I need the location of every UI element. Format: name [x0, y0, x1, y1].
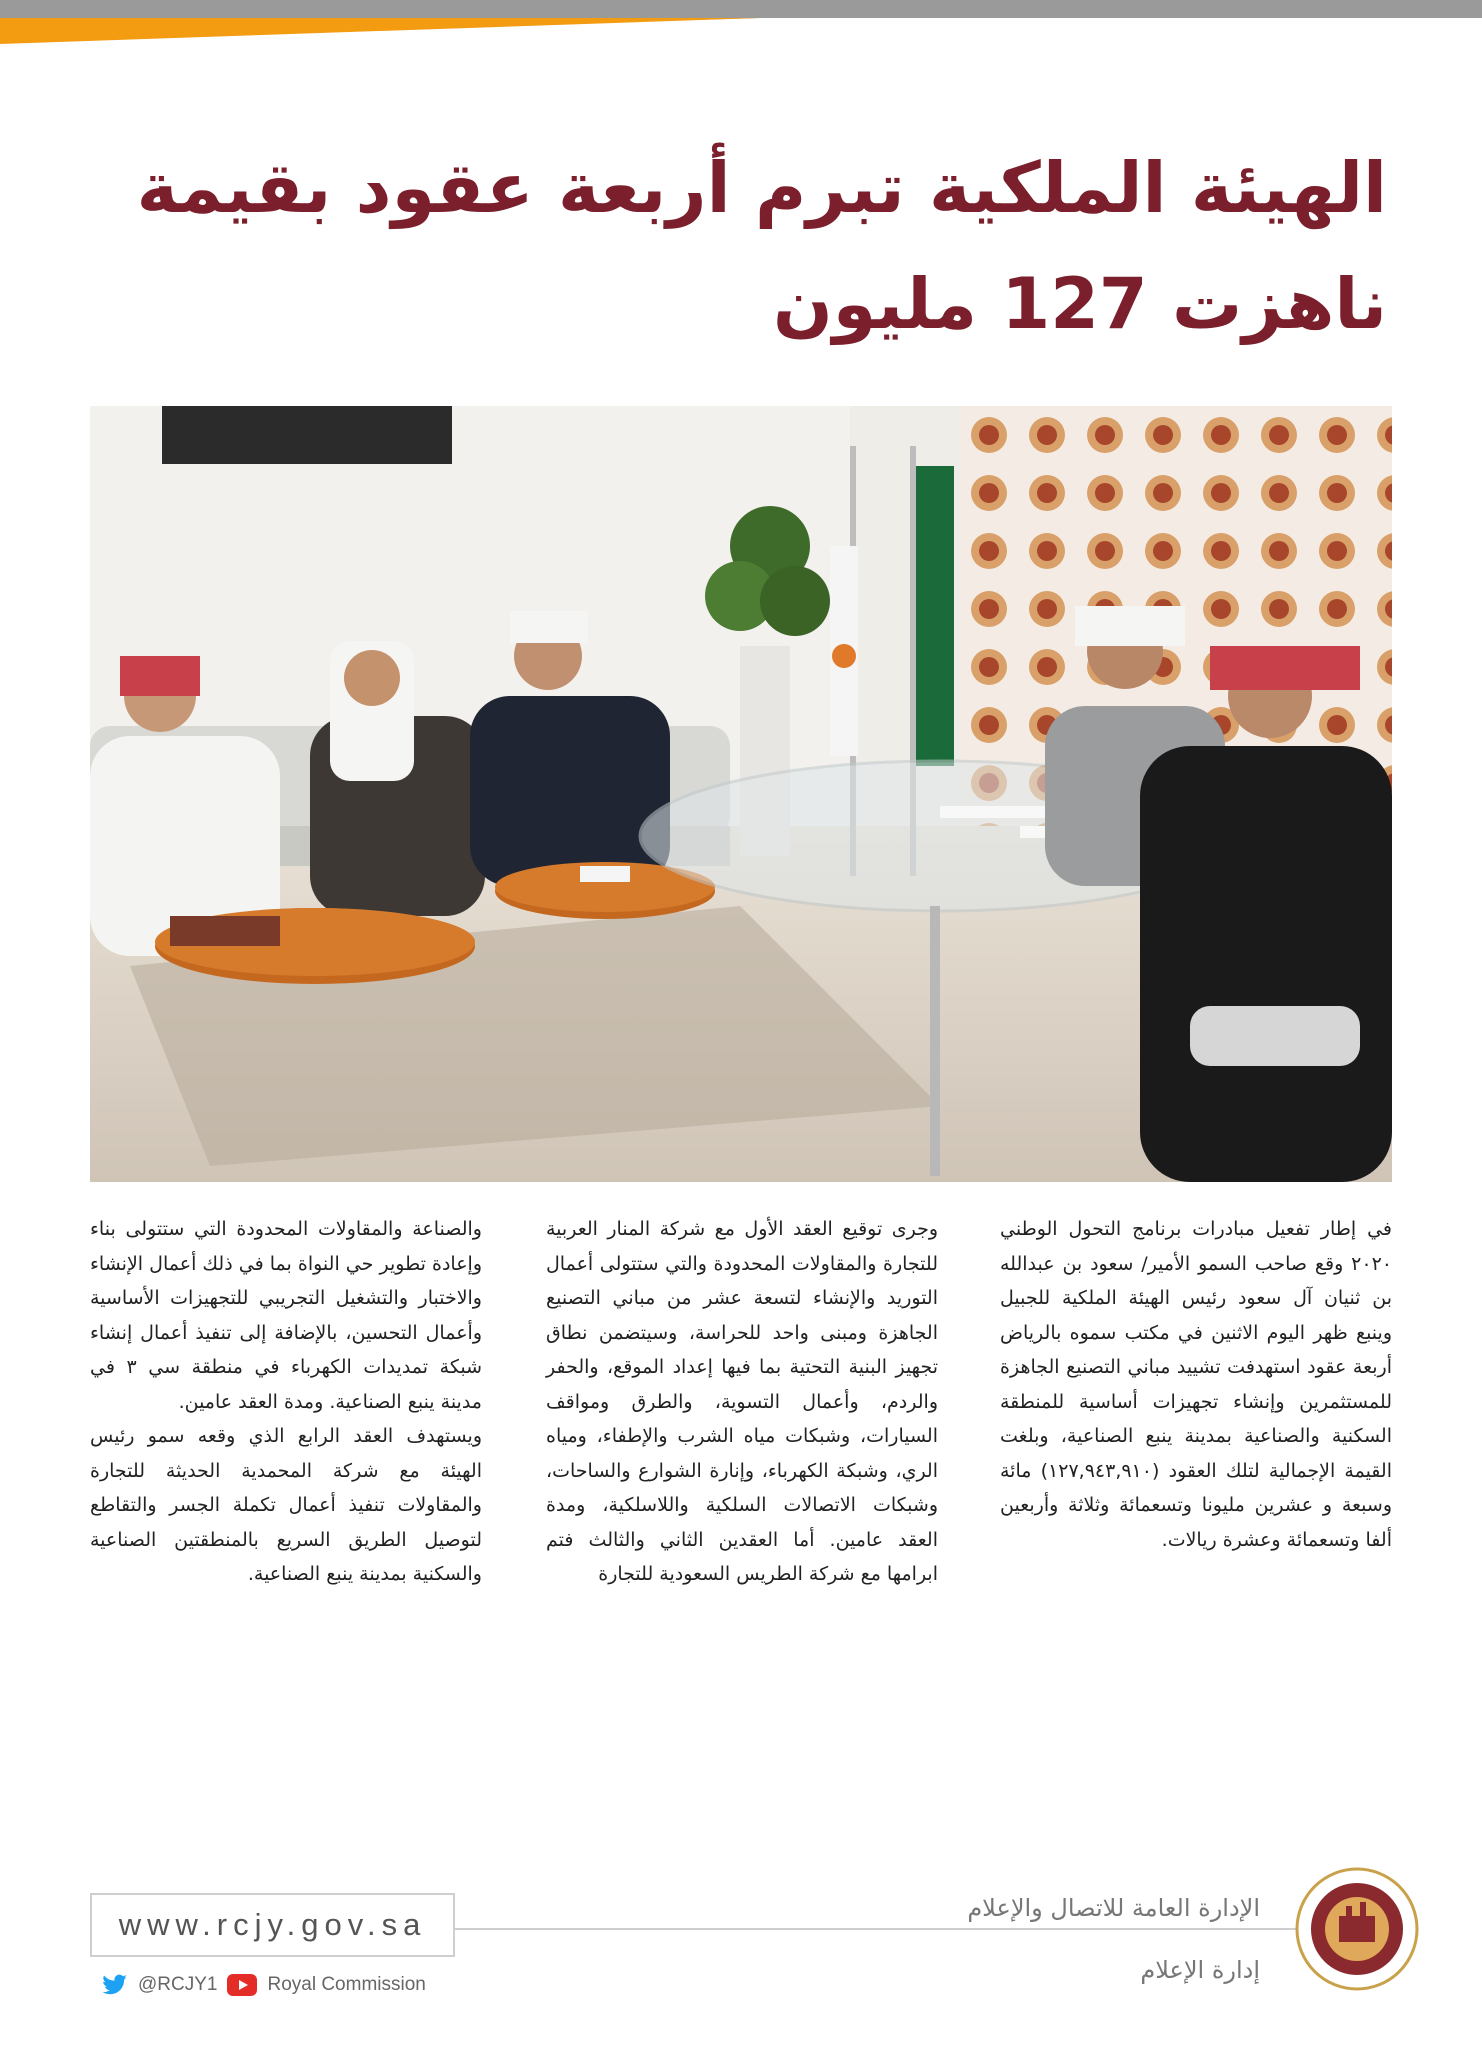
headline [136, 130, 1387, 362]
article-column-3 [90, 1212, 482, 1792]
article-paragraph: وجرى توقيع العقد الأول مع شركة المنار العربية للتجارة والمقاولات المحدودة والتي ستتولى أعمال التوريد والإنشاء لتسعة عشر من مباني التصنيع الجاهزة ومبنى واحد للحراسة، وسيتضمن نطاق تجهيز البنية التحتية بما فيها إعداد الموقع، والحفر والردم، وأعمال التسوية، والطرق ومواقف السيارات، وشبكات مياه الشرب والإطفاء، ومياه الري، وشبكة الكهرباء، وإنارة الشوارع والساحات، وشبكات الاتصالات السلكية واللاسلكية، ومدة العقد عامين. أما العقدين الثاني والثالث فتم ابرامها مع شركة الطريس السعودية للتجارة [546, 1218, 938, 1585]
royal-commission-logo [1294, 1866, 1420, 1992]
department-block [967, 1886, 1260, 1992]
headline-line-1: الهيئة الملكية تبرم أربعة عقود بقيمة [136, 147, 1387, 229]
youtube-icon[interactable] [227, 1974, 257, 1996]
department-line-2: إدارة الإعلام [1140, 1956, 1260, 1984]
twitter-handle[interactable]: @RCJY1 [138, 1974, 218, 1995]
article-paragraph: في إطار تفعيل مبادرات برنامج التحول الوطني ٢٠٢٠ وقع صاحب السمو الأمير/ سعود بن عبدالله بن ثنيان آل سعود رئيس الهيئة الملكية للجبيل وينبع ظهر اليوم الاثنين في مكتب سموه بالرياض أربعة عقود استهدفت تشييد مباني التصنيع الجاهزة للمستثمرين وإنشاء تجهيزات أساسية للمنطقة السكنية والصناعية بمدينة ينبع الصناعية، وبلغت القيمة الإجمالية لتلك العقود (١٢٧,٩٤٣,٩١٠) مائة وسبعة و عشرين مليونا وتسعمائة وثلاثة وأربعين ألفا وتسعمائة وعشرة ريالات. [1000, 1218, 1392, 1551]
headline-line-2: ناهزت 127 مليون [773, 263, 1387, 345]
social-links [102, 1970, 426, 2000]
article-paragraph: ويستهدف العقد الرابع الذي وقعه سمو رئيس الهيئة مع شركة المحمدية الحديثة للتجارة والمقاولات تنفيذ أعمال تكملة الجسر والتقاطع لتوصيل الطريق السريع بالمنطقتين الصناعية والسكنية بمدينة ينبع الصناعية. [90, 1425, 482, 1585]
twitter-icon[interactable] [102, 1974, 128, 1996]
department-line-1: الإدارة العامة للاتصال والإعلام [967, 1894, 1260, 1922]
meeting-photo [90, 406, 1392, 1182]
top-accent-bar [0, 0, 1482, 44]
website-url[interactable]: www.rcjy.gov.sa [90, 1893, 455, 1957]
article-paragraph: والصناعة والمقاولات المحدودة التي ستتولى بناء وإعادة تطوير حي النواة بما في ذلك أعمال الإنشاء والاختبار والتشغيل التجريبي للتجهيزات الأساسية وأعمال التحسين، بالإضافة إلى تنفيذ أعمال إنشاء شبكة تمديدات الكهرباء في منطقة سي ٣ في مدينة ينبع الصناعية. ومدة العقد عامين. [90, 1218, 482, 1413]
youtube-label[interactable]: Royal Commission [267, 1974, 426, 1995]
article-column-2 [546, 1212, 938, 1792]
article-column-1 [1000, 1212, 1392, 1792]
